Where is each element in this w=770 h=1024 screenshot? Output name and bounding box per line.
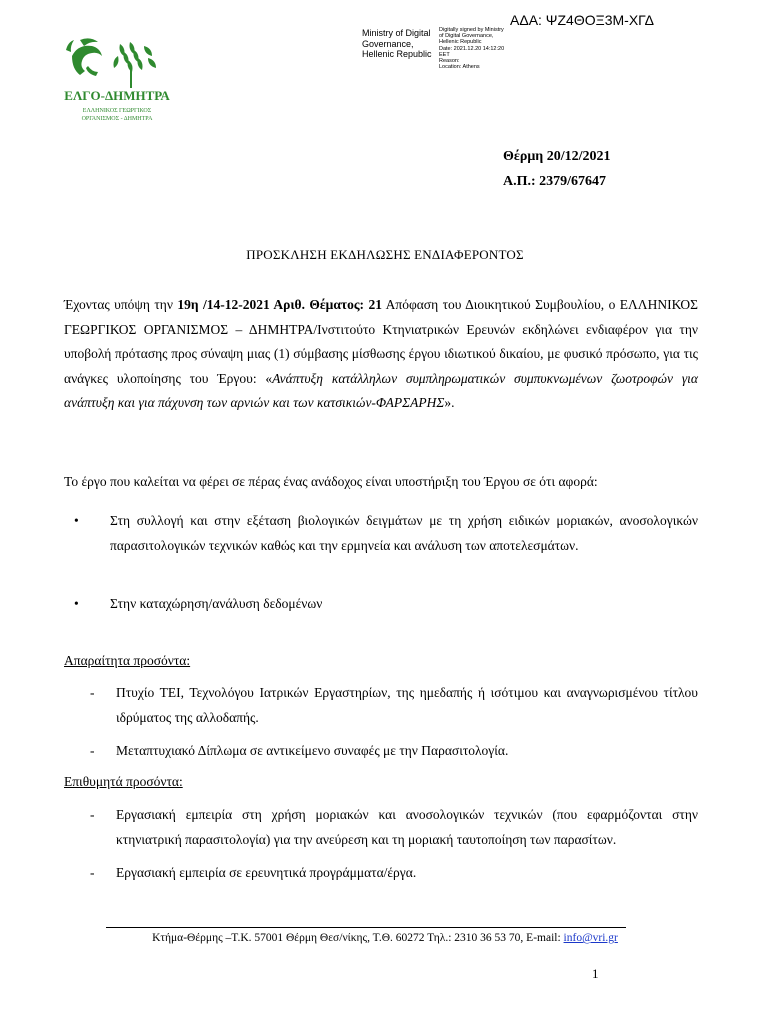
bullet-symbol: • xyxy=(74,513,79,528)
footer-address xyxy=(0,932,770,944)
footer-divider xyxy=(106,927,626,928)
required-heading: Απαραίτητα προσόντα: xyxy=(64,653,191,668)
desirable-heading: Επιθυμητά προσόντα: xyxy=(64,774,183,789)
date-block xyxy=(503,144,611,194)
signature-line: Hellenic Republic xyxy=(439,39,482,46)
list-item xyxy=(90,739,698,764)
list-item-text: Εργασιακή εμπειρία στη χρήση μοριακών και ανοσολογικών τεχνικών (που εφαρμόζονται στην κτηνιατρική παρασιτολογία) για την ανεύρεση και τη μοριακή ταυτοποίηση των παρασίτων. xyxy=(116,807,698,847)
project-title: Ανάπτυξη κατάλληλων συμπληρωματικών συμπυκνωμένων ζωοτροφών για ανάπτυξη και για πάχυνση των αρνιών και των κατσικιών-ΦΑΡΣΑΡΗΣ xyxy=(64,370,698,410)
signature-line: of Digital Governance, xyxy=(439,33,494,40)
signer-line: Governance, xyxy=(362,38,414,49)
list-item xyxy=(90,861,698,886)
logo-subtitle: ΟΡΓΑΝΙΣΜΟΣ - ΔΗΜΗΤΡΑ xyxy=(81,116,153,122)
list-item xyxy=(74,592,698,617)
decision-reference: 19η /14-12-2021 Αριθ. Θέματος: 21 xyxy=(177,297,382,312)
list-item xyxy=(90,681,698,730)
intro-paragraph xyxy=(64,293,698,416)
list-item-text: Πτυχίο ΤΕΙ, Τεχνολόγου Ιατρικών Εργαστηρίων, της ημεδαπής ή ισότιμου και αναγνωρισμένου τίτλου ιδρύματος της αλλοδαπής. xyxy=(116,685,698,725)
signer-line: Hellenic Republic xyxy=(362,49,432,59)
email-link[interactable]: info@vri.gr xyxy=(563,932,618,944)
dash-symbol: - xyxy=(90,685,95,700)
list-item xyxy=(90,803,698,852)
signature-line: Location: Athens xyxy=(439,64,480,71)
logo-title: ΕΛΓΟ-ΔΗΜΗΤΡΑ xyxy=(64,88,170,103)
signature-line: Date: 2021.12.20 14:12:20 xyxy=(439,45,505,52)
dash-symbol: - xyxy=(90,865,95,880)
dash-symbol: - xyxy=(90,807,95,822)
document-date: Θέρμη 20/12/2021 xyxy=(503,149,611,164)
logo-subtitle: ΕΛΛΗΝΙΚΟΣ ΓΕΩΡΓΙΚΟΣ xyxy=(82,108,152,114)
ada-code: ΑΔΑ: ΨΖ4ΘΟΞ3Μ-ΧΓΔ xyxy=(510,12,654,28)
scope-paragraph: Το έργο που καλείται να φέρει σε πέρας ένας ανάδοχος είναι υποστήριξη του Έργου σε ότι αφορά: xyxy=(64,474,598,489)
list-item-text: Στη συλλογή και στην εξέταση βιολογικών δειγμάτων με τη χρήση ειδικών μοριακών, ανοσολογικών παρασιτολογικών τεχνικών καθώς και την ερμηνεία και ανάλυση των αποτελεσμάτων. xyxy=(110,513,698,553)
document-title: ΠΡΟΣΚΛΗΣΗ ΕΚΔΗΛΩΣΗΣ ΕΝΔΙΑΦΕΡΟΝΤΟΣ xyxy=(246,247,524,262)
signature-line: Digitally signed by Ministry xyxy=(439,27,504,33)
page-number: 1 xyxy=(592,966,599,981)
protocol-number: Α.Π.: 2379/67647 xyxy=(503,174,607,189)
list-item-text: Εργασιακή εμπειρία σε ερευνητικά προγράμματα/έργα. xyxy=(116,865,417,880)
list-item-text: Στην καταχώρηση/ανάλυση δεδομένων xyxy=(110,596,323,611)
bullet-symbol: • xyxy=(74,596,79,611)
signature-line: EET xyxy=(439,51,450,58)
signer-name xyxy=(362,28,432,60)
intro-tail: ». xyxy=(444,395,455,410)
intro-body: Απόφαση του Διοικητικού Συμβουλίου, ο ΕΛΛΗΝΙΚΟΣ ΓΕΩΡΓΙΚΟΣ ΟΡΓΑΝΙΣΜΟΣ – ΔΗΜΗΤΡΑ/Ινστιτούτο Κτηνιατρικών Ερευνών εκδηλώνει ενδιαφέρον για την υποβολή πρότασης προς σύναψη μιας (1) σύμβασης μίσθωσης έργου ιδιωτικού δικαίου, με φυσικό πρόσωπο, για τις ανάγκες υλοποίησης του Έργου: « xyxy=(64,297,698,386)
list-item xyxy=(74,509,698,558)
signature-line: Reason: xyxy=(439,58,460,65)
list-item-text: Μεταπτυχιακό Δίπλωμα σε αντικείμενο συναφές με την Παρασιτολογία. xyxy=(116,743,509,758)
dash-symbol: - xyxy=(90,743,95,758)
elgo-dimitra-logo xyxy=(58,36,176,128)
footer-address-text: Κτήμα-Θέρμης –Τ.Κ. 57001 Θέρμη Θεσ/νίκης, Τ.Θ. 60272 Τηλ.: 2310 36 53 70, E-mail: xyxy=(152,932,564,944)
signature-details xyxy=(439,27,519,70)
signer-line: Ministry of Digital xyxy=(362,28,431,38)
intro-lead: Έχοντας υπόψη την xyxy=(64,297,178,312)
